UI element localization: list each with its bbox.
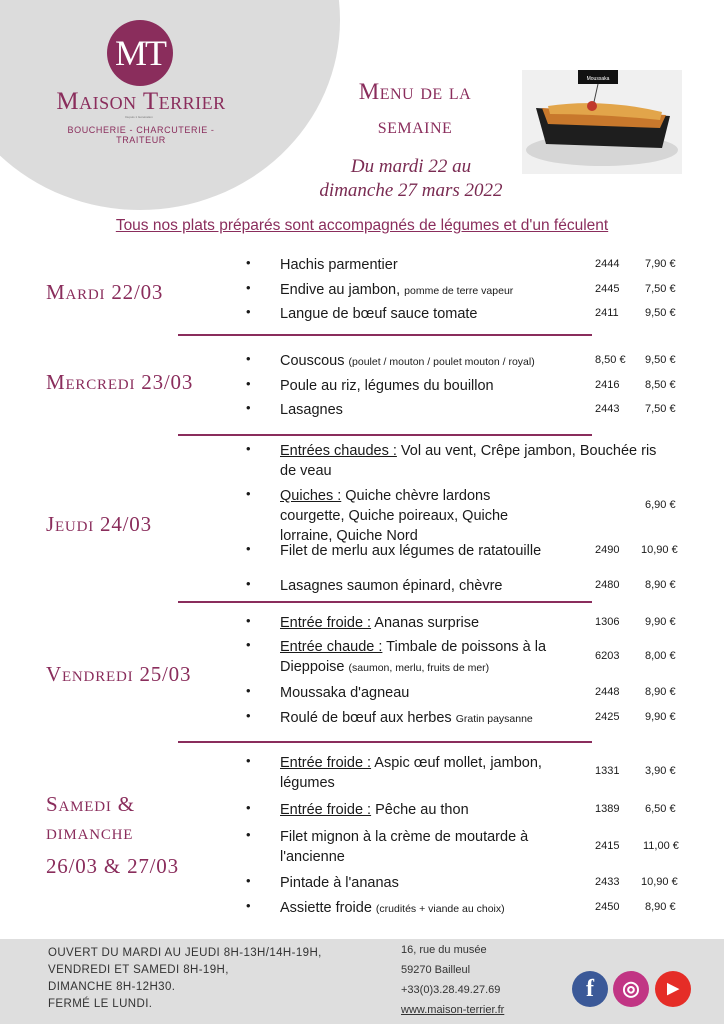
item-code: 2411 bbox=[595, 307, 619, 319]
item-code: 6203 bbox=[595, 650, 620, 662]
bullet: • bbox=[246, 708, 251, 723]
item-code: 2433 bbox=[595, 876, 620, 888]
item-price: 3,90 € bbox=[645, 765, 676, 777]
bullet: • bbox=[246, 753, 251, 768]
bullet: • bbox=[246, 441, 251, 456]
item-label: Entrée froide : bbox=[280, 802, 372, 818]
item-name: Langue de bœuf sauce tomate bbox=[280, 306, 478, 322]
item-name: Moussaka d'agneau bbox=[280, 685, 410, 701]
dish-photo bbox=[522, 70, 682, 174]
address-city: 59270 Bailleul bbox=[401, 964, 471, 976]
day-jeudi: Jeudi 24/03 bbox=[46, 512, 152, 536]
menu-title-line2: semaine bbox=[377, 113, 453, 138]
item-code: 8,50 € bbox=[595, 354, 626, 366]
bullet: • bbox=[246, 351, 251, 366]
dates-line2: dimanche 27 mars 2022 bbox=[319, 180, 503, 201]
item-name: Timbale de poissons à la Dieppoise bbox=[280, 639, 547, 675]
item-text bbox=[280, 637, 570, 678]
bullet: • bbox=[246, 376, 251, 391]
facebook-icon[interactable]: f bbox=[572, 971, 608, 1007]
youtube-icon[interactable]: ▶ bbox=[655, 971, 691, 1007]
bullet: • bbox=[246, 683, 251, 698]
menu-title bbox=[320, 75, 510, 143]
item-price: 11,00 € bbox=[643, 840, 679, 852]
item-price: 9,90 € bbox=[645, 616, 676, 628]
item-text bbox=[280, 753, 560, 793]
item-note: (crudités + viande au choix) bbox=[375, 903, 505, 915]
logo-mark: MT bbox=[107, 20, 173, 86]
item-name: Filet mignon à la crème de moutarde à l'ancienne bbox=[280, 829, 529, 865]
item-code: 2450 bbox=[595, 901, 620, 913]
item-label: Quiches : bbox=[280, 488, 342, 504]
item-price: 9,50 € bbox=[645, 307, 676, 319]
bullet: • bbox=[246, 304, 251, 319]
bullet: • bbox=[246, 873, 251, 888]
menu-dates bbox=[296, 155, 526, 203]
item-label: Entrée froide : bbox=[280, 615, 372, 631]
brand-small-text: Depuis 1 Génération bbox=[125, 115, 153, 119]
phone-number[interactable]: +33(0)3.28.49.27.69 bbox=[401, 984, 501, 996]
item-name: Aspic œuf mollet, jambon, légumes bbox=[280, 755, 542, 791]
item-note: (saumon, merlu, fruits de mer) bbox=[348, 662, 490, 674]
item-name: Filet de merlu aux légumes de ratatouille bbox=[280, 543, 542, 559]
item-note: Gratin paysanne bbox=[455, 713, 533, 725]
item-code: 2448 bbox=[595, 686, 620, 698]
item-name: Pêche au thon bbox=[371, 802, 469, 818]
item-price: 8,90 € bbox=[645, 579, 676, 591]
item-price: 9,90 € bbox=[645, 711, 676, 723]
hours-line: DIMANCHE 8H-12H30. bbox=[48, 981, 176, 993]
item-name: Quiche chèvre lardons courgette, Quiche poireaux, Quiche lorraine, Quiche Nord bbox=[280, 488, 509, 544]
day-vendredi: Vendredi 25/03 bbox=[46, 662, 192, 686]
item-note: pomme de terre vapeur bbox=[404, 285, 514, 297]
bullet: • bbox=[246, 400, 251, 415]
menu-title-line1: Menu de la bbox=[358, 79, 472, 104]
item-label: Entrée chaude : bbox=[280, 639, 383, 655]
item-text bbox=[280, 486, 550, 546]
item-code: 2443 bbox=[595, 403, 620, 415]
hours-line: VENDREDI ET SAMEDI 8H-19H, bbox=[48, 964, 229, 976]
item-code: 2415 bbox=[595, 840, 620, 852]
bullet: • bbox=[246, 486, 251, 501]
item-price: 9,50 € bbox=[645, 354, 676, 366]
hours-line: OUVERT DU MARDI AU JEUDI 8H-13H/14H-19H, bbox=[48, 947, 322, 959]
bullet: • bbox=[246, 576, 251, 591]
item-code: 1389 bbox=[595, 803, 620, 815]
bullet: • bbox=[246, 280, 251, 295]
item-price: 6,50 € bbox=[645, 803, 676, 815]
hours-line: FERMÉ LE LUNDI. bbox=[48, 998, 153, 1010]
item-price: 8,90 € bbox=[645, 686, 676, 698]
item-name: Lasagnes saumon épinard, chèvre bbox=[280, 578, 503, 594]
item-note: (poulet / mouton / poulet mouton / royal) bbox=[348, 356, 535, 368]
website-link[interactable]: www.maison-terrier.fr bbox=[401, 1004, 505, 1016]
item-price: 10,90 € bbox=[641, 544, 678, 556]
item-code: 2444 bbox=[595, 258, 620, 270]
brand-tagline: BOUCHERIE - CHARCUTERIE - TRAITEUR bbox=[67, 125, 215, 145]
address-street: 16, rue du musée bbox=[401, 944, 487, 956]
photo-label: Moussaka bbox=[586, 76, 610, 82]
item-price: 8,90 € bbox=[645, 901, 676, 913]
bullet: • bbox=[246, 255, 251, 270]
item-name: Couscous bbox=[280, 353, 345, 369]
bullet: • bbox=[246, 613, 251, 628]
item-price: 6,90 € bbox=[645, 499, 676, 511]
item-code: 1306 bbox=[595, 616, 620, 628]
item-name: Lasagnes bbox=[280, 402, 343, 418]
item-text bbox=[280, 441, 670, 481]
item-name: Hachis parmentier bbox=[280, 257, 398, 273]
item-price: 8,50 € bbox=[645, 379, 676, 391]
section-separator bbox=[178, 601, 592, 603]
bullet: • bbox=[246, 800, 251, 815]
item-name: Poule au riz, légumes du bouillon bbox=[280, 378, 494, 394]
item-price: 7,50 € bbox=[645, 403, 676, 415]
item-label: Entrées chaudes : bbox=[280, 443, 397, 459]
bullet: • bbox=[246, 827, 251, 842]
opening-hours bbox=[48, 945, 368, 1013]
day-mercredi: Mercredi 23/03 bbox=[46, 370, 194, 394]
item-name: Pintade à l'ananas bbox=[280, 875, 399, 891]
item-name: Assiette froide bbox=[280, 900, 372, 916]
item-code: 2480 bbox=[595, 579, 620, 591]
brand-name: Maison Terrier bbox=[56, 88, 226, 115]
item-name: Endive au jambon, bbox=[280, 282, 401, 298]
item-price: 8,00 € bbox=[645, 650, 676, 662]
day-mardi: Mardi 22/03 bbox=[46, 280, 164, 304]
bullet: • bbox=[246, 898, 251, 913]
menu-subtitle: Tous nos plats préparés sont accompagnés de légumes et d'un féculent bbox=[115, 217, 609, 234]
day-samedi-line2: dimanche bbox=[46, 820, 134, 844]
item-name: Ananas surprise bbox=[371, 615, 480, 631]
item-code: 2445 bbox=[595, 283, 620, 295]
section-separator bbox=[178, 434, 592, 436]
bullet: • bbox=[246, 541, 251, 556]
item-label: Entrée froide : bbox=[280, 755, 372, 771]
item-name: Vol au vent, Crêpe jambon, Bouchée ris de veau bbox=[280, 443, 657, 479]
section-separator bbox=[178, 741, 592, 743]
item-price: 7,50 € bbox=[645, 283, 676, 295]
section-separator bbox=[178, 334, 592, 336]
item-code: 2490 bbox=[595, 544, 620, 556]
day-samedi-line1: Samedi & bbox=[46, 792, 135, 816]
item-name: Roulé de bœuf aux herbes bbox=[280, 710, 452, 726]
item-code: 1331 bbox=[595, 765, 620, 777]
address-block bbox=[401, 940, 504, 1020]
bullet: • bbox=[246, 637, 251, 652]
item-price: 10,90 € bbox=[641, 876, 678, 888]
instagram-icon[interactable]: ◎ bbox=[613, 971, 649, 1007]
day-samedi-dates: 26/03 & 27/03 bbox=[46, 854, 179, 878]
dates-line1: Du mardi 22 au bbox=[350, 156, 472, 177]
item-price: 7,90 € bbox=[645, 258, 676, 270]
item-code: 2416 bbox=[595, 379, 620, 391]
item-code: 2425 bbox=[595, 711, 620, 723]
